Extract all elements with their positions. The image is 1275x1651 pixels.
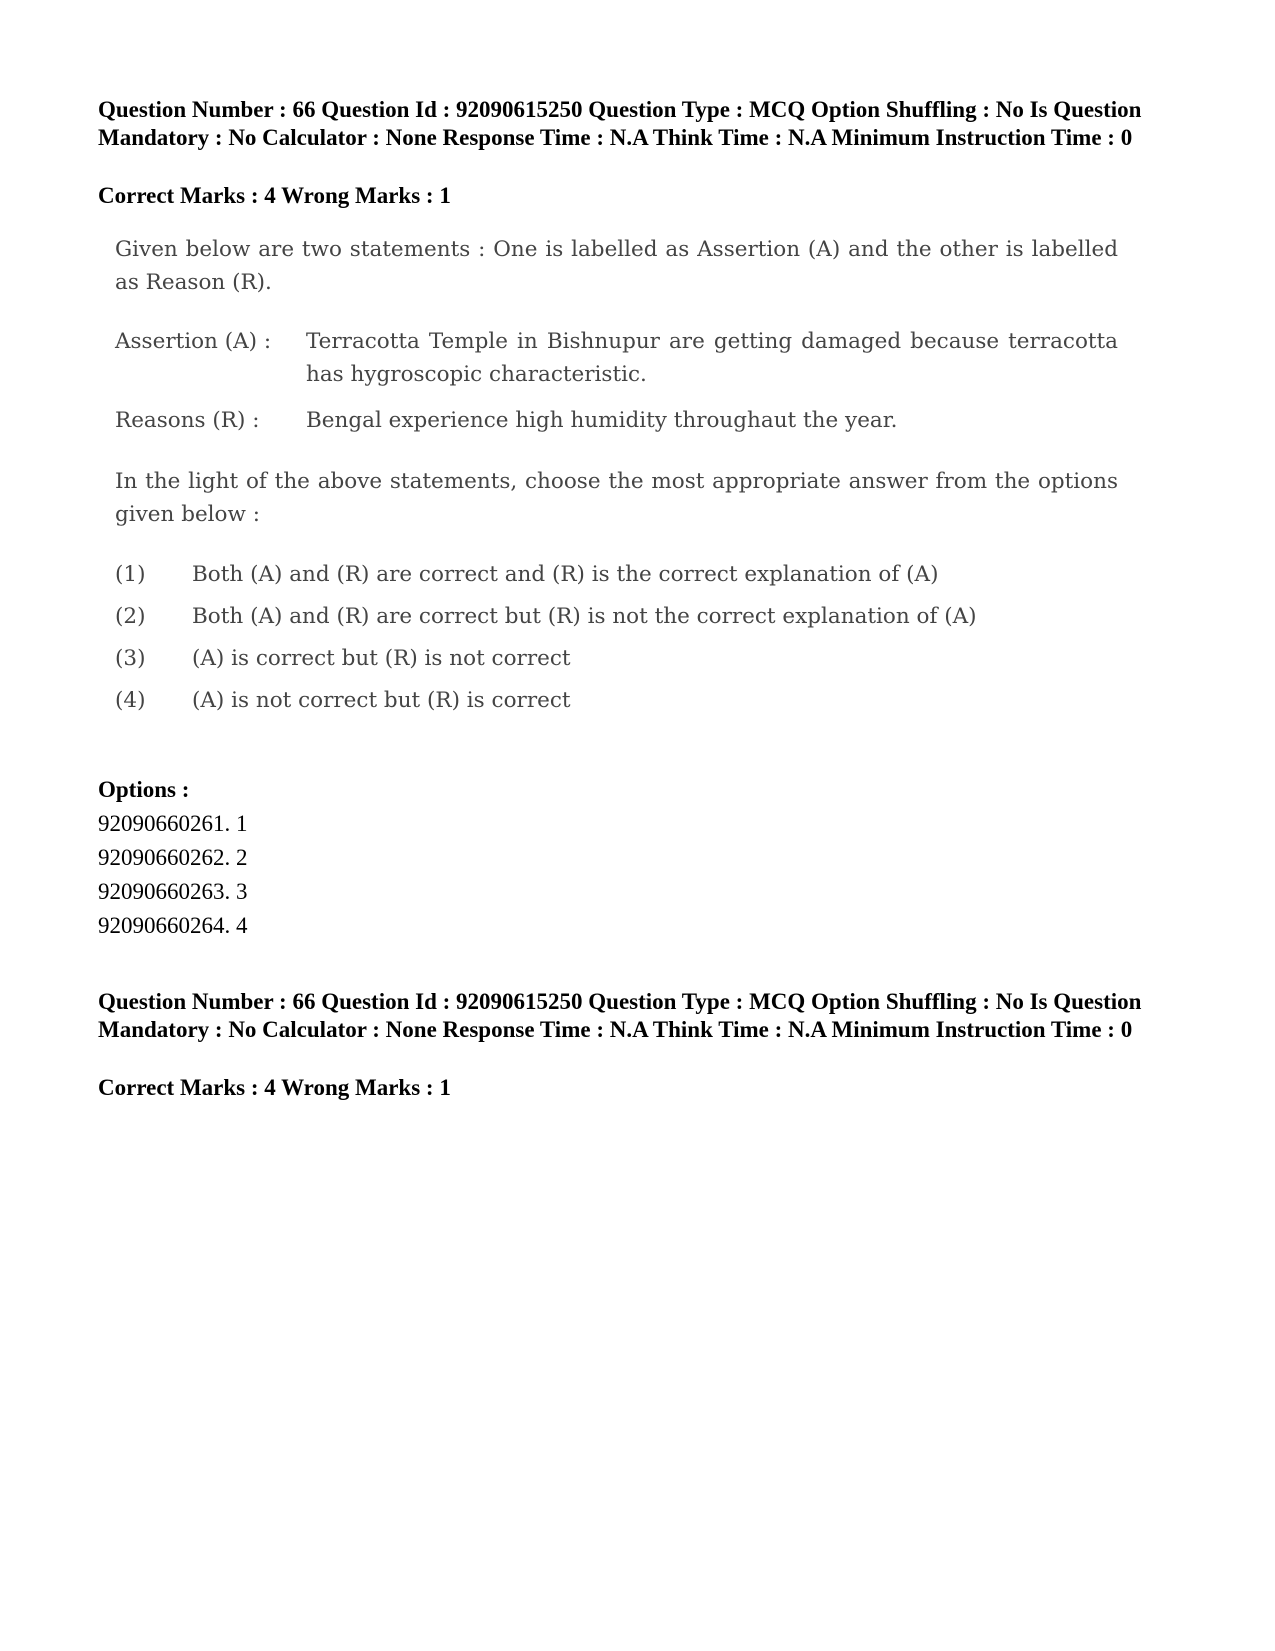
question-instruction: In the light of the above statements, choose the most appropriate answer from the options given below : [115, 469, 1118, 527]
question-meta-header: Question Number : 66 Question Id : 92090615250 Question Type : MCQ Option Shuffling : No Is Question Mandatory : No Calculator : None Response Time : N.A Think Time : N.A Minimum Instruction Time : 0 [98, 97, 1142, 150]
choice-number: (1) [115, 562, 146, 587]
choice-text: Both (A) and (R) are correct but (R) is not the correct explanation of (A) [192, 604, 977, 629]
reason-text: Bengal experience high humidity throughaut the year. [306, 408, 898, 433]
choice-text: (A) is correct but (R) is not correct [192, 646, 571, 671]
option-id-line: 92090660261. 1 [98, 811, 248, 836]
option-id-line: 92090660263. 3 [98, 879, 248, 904]
question-intro: Given below are two statements : One is labelled as Assertion (A) and the other is labelled as Reason (R). [115, 237, 1118, 295]
option-id-line: 92090660262. 2 [98, 845, 248, 870]
options-label: Options : [98, 777, 190, 802]
reason-label: Reasons (R) : [115, 408, 260, 433]
marks-line: Correct Marks : 4 Wrong Marks : 1 [98, 183, 451, 208]
question-meta-header: Question Number : 66 Question Id : 92090615250 Question Type : MCQ Option Shuffling : No Is Question Mandatory : No Calculator : None Response Time : N.A Think Time : N.A Minimum Instruction Time : 0 [98, 989, 1142, 1042]
assertion-text: Terracotta Temple in Bishnupur are getting damaged because terracotta has hygroscopic characteristic. [306, 329, 1118, 387]
assertion-label: Assertion (A) : [115, 329, 272, 354]
choice-number: (3) [115, 646, 146, 671]
question-body [98, 228, 1128, 758]
option-id-line: 92090660264. 4 [98, 913, 248, 938]
choice-number: (2) [115, 604, 146, 629]
marks-line: Correct Marks : 4 Wrong Marks : 1 [98, 1075, 451, 1100]
choice-text: Both (A) and (R) are correct and (R) is the correct explanation of (A) [192, 562, 939, 587]
choice-number: (4) [115, 688, 146, 713]
choice-text: (A) is not correct but (R) is correct [192, 688, 571, 713]
